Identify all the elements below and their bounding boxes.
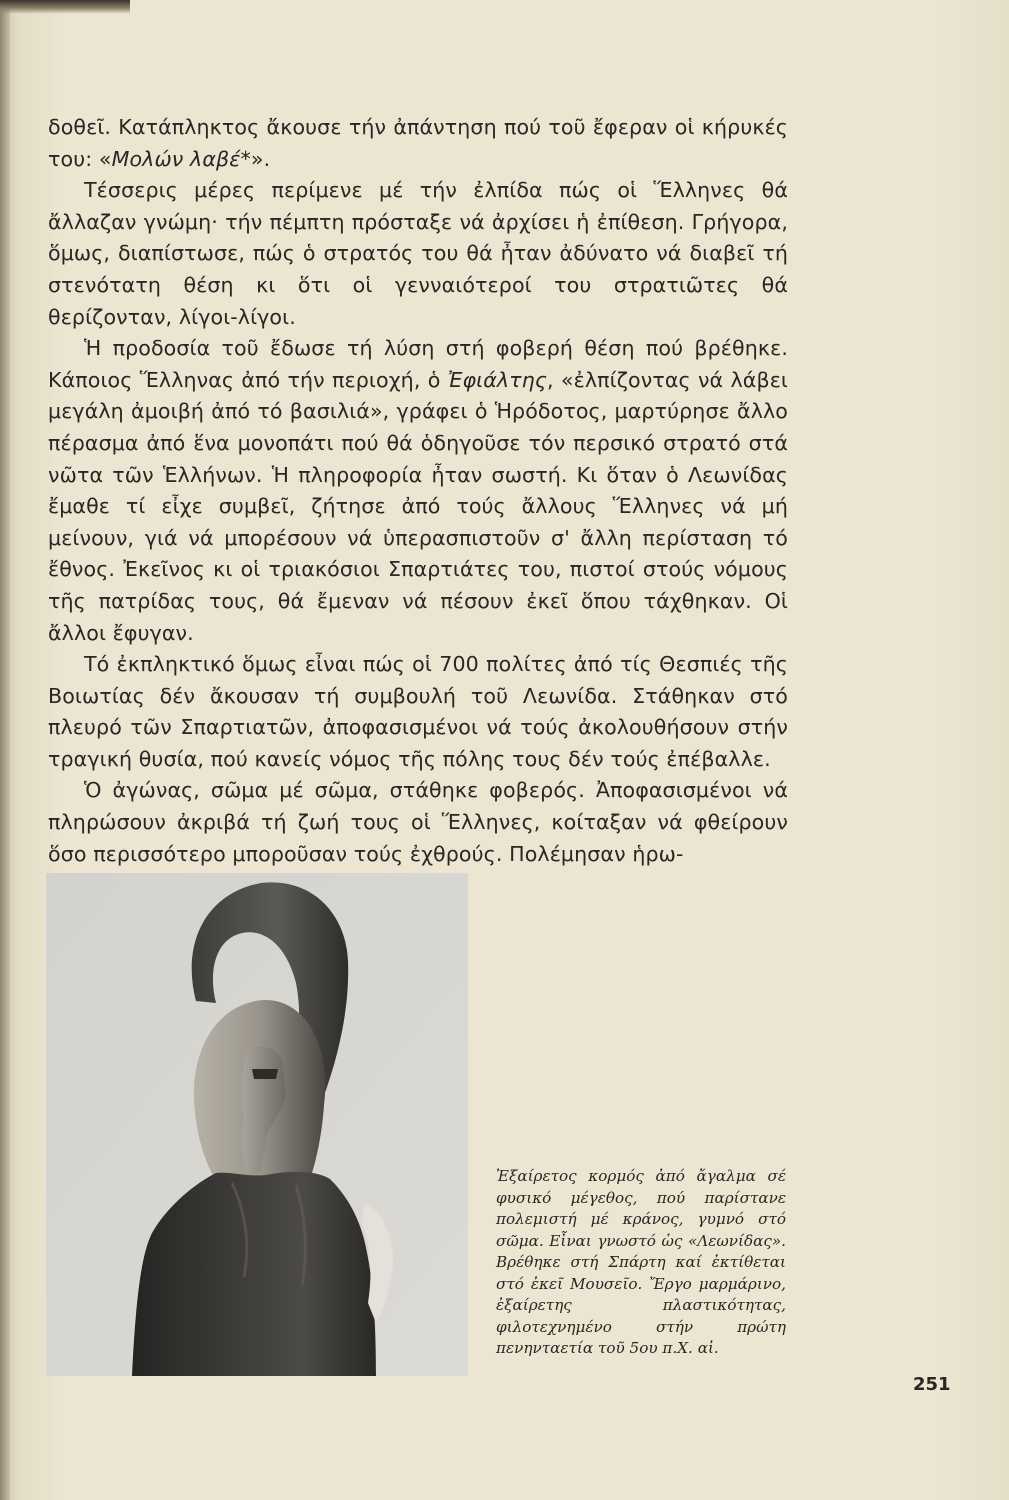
- text-run: Τό ἐκπληκτικό ὅμως εἶναι πώς οἱ 700 πολίτες ἀπό τίς Θεσπιές τῆς Βοιωτίας δέν ἄκουσαν τή συμβουλή τοῦ Λεωνίδα. Στάθηκαν στό πλευρό τῶν Σπαρτιατῶν, ἀποφασισμένοι νά τούς ἀκολουθήσουν στήν τραγική θυσία, πού κανείς νόμος τῆς πόλης τους δέν τούς ἐπέβαλλε.: [48, 652, 788, 771]
- text-run: ».: [250, 146, 271, 171]
- leonidas-statue-image: [46, 873, 468, 1376]
- body-paragraph: [48, 649, 788, 775]
- figure-caption: Ἐξαίρετος κορμός ἀπό ἄγαλμα σέ φυσικό μέγεθος, πού παρίστανε πολεμιστή μέ κράνος, γυμνό στό σῶμα. Εἶναι γνωστό ὡς «Λεωνίδας». Βρέθηκε στή Σπάρτη καί ἐκτίθεται στό ἐκεῖ Μουσεῖο. Ἔργο μαρμάρινο, ἐξαίρετης πλαστικότητας, φιλοτεχνημένο στήν πρώτη πενηνταετία τοῦ 5ου π.Χ. αἰ.: [496, 1167, 786, 1357]
- text-run: Ὁ ἀγώνας, σῶμα μέ σῶμα, στάθηκε φοβερός. Ἀποφασισμένοι νά πληρώσουν ἀκριβά τή ζωή τους οἱ Ἕλληνες, κοίταξαν νά φθείρουν ὅσο περισσότερο μποροῦσαν τούς ἐχθρούς. Πολέμησαν ἡρω-: [48, 778, 788, 866]
- italic-phrase: Ἐφιάλτης: [447, 367, 548, 392]
- body-paragraph: [48, 112, 788, 175]
- body-paragraph: [48, 775, 788, 870]
- page-top-shadow: [0, 0, 130, 14]
- body-paragraph: [48, 175, 788, 333]
- statue-photograph: [46, 873, 468, 1376]
- italic-phrase: Μολών λαβέ*: [111, 146, 251, 171]
- text-run: Ἡ προδοσία τοῦ ἔδωσε τή λύση στή φοβερή θέση πού βρέθηκε. Κάποιος Ἕλληνας ἀπό τήν περιοχή, ὁ: [48, 336, 788, 392]
- text-run: Τέσσερις μέρες περίμενε μέ τήν ἐλπίδα πώς οἱ Ἕλληνες θά ἄλλαζαν γνώμη· τήν πέμπτη πρόσταξε νά ἀρχίσει ἡ ἐπίθεση. Γρήγορα, ὅμως, διαπίστωσε, πώς ὁ στρατός του θά ἦταν ἀδύνατο νά διαβεῖ τή στενότατη θέση κι ὅτι οἱ γενναιότεροί του στρατιῶτες θά θερίζονταν, λίγοι-λίγοι.: [48, 178, 788, 329]
- page-binding-edge: [0, 0, 10, 1500]
- page-number: 251: [913, 1374, 951, 1395]
- body-text: [48, 112, 788, 870]
- text-run: δοθεῖ. Κατάπληκτος ἄκουσε τήν ἀπάντηση πού τοῦ ἔφεραν οἱ κήρυκές του: «: [48, 115, 788, 171]
- body-paragraph: [48, 333, 788, 649]
- text-run: , «ἐλπίζοντας νά λάβει μεγάλη ἀμοιβή ἀπό τό βασιλιά», γράφει ὁ Ἡρόδοτος, μαρτύρησε ἄλλο πέρασμα ἀπό ἕνα μονοπάτι πού θά ὁδηγοῦσε τόν περσικό στρατό στά νῶτα τῶν Ἑλλήνων. Ἡ πληροφορία ἦταν σωστή. Κι ὅταν ὁ Λεωνίδας ἔμαθε τί εἶχε συμβεῖ, ζήτησε ἀπό τούς ἄλλους Ἕλληνες νά μή μείνουν, γιά νά μπορέσουν νά ὑπερασπιστοῦν σ' ἄλλη περίσταση τό ἔθνος. Ἐκεῖνος κι οἱ τριακόσιοι Σπαρτιάτες του, πιστοί στούς νόμους τῆς πατρίδας τους, θά ἔμεναν νά πέσουν ἐκεῖ ὅπου τάχθηκαν. Οἱ ἄλλοι ἔφυγαν.: [48, 367, 788, 645]
